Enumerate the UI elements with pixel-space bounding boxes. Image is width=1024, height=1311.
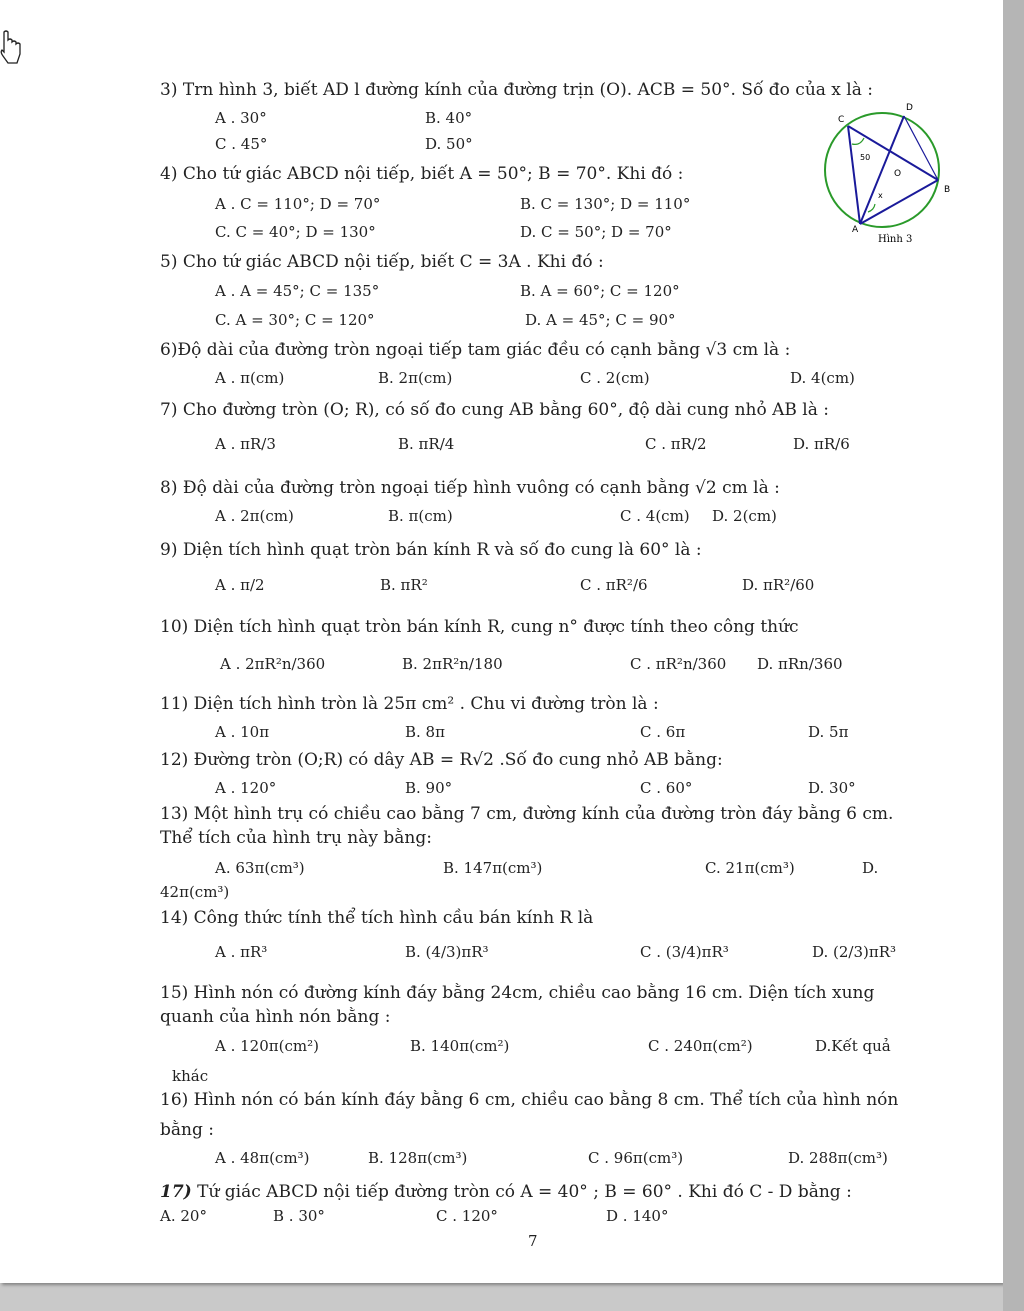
q3-option-b: B. 40°: [425, 109, 473, 127]
page-number: 7: [528, 1232, 538, 1250]
q15-option-d: D.Kết quả: [815, 1037, 891, 1055]
q9-option-c: C . πR²/6: [580, 576, 648, 594]
question-9-stem: 9) Diện tích hình quạt tròn bán kính R và số đo cung là 60° là :: [160, 540, 702, 560]
q6-option-b: B. 2π(cm): [378, 369, 453, 387]
figure-segment-ca: [848, 126, 860, 224]
figure-label-b: B: [944, 185, 951, 195]
q9-option-b: B. πR²: [380, 576, 428, 594]
figure-label-x: x: [878, 191, 883, 200]
q11-option-a: A . 10π: [215, 723, 270, 741]
question-11-stem: 11) Diện tích hình tròn là 25π cm² . Chu vi đường tròn là :: [160, 694, 659, 714]
q15-option-b: B. 140π(cm²): [410, 1037, 510, 1055]
question-10-stem: 10) Diện tích hình quạt tròn bán kính R, cung n° được tính theo công thức: [160, 617, 799, 637]
question-13-stem: 13) Một hình trụ có chiều cao bằng 7 cm, đường kính của đường tròn đáy bằng 6 cm.: [160, 804, 894, 824]
scrollbar-track[interactable]: [1003, 0, 1024, 1311]
question-17-number: 17): [160, 1182, 192, 1202]
q13-option-d-value: 42π(cm³): [160, 883, 230, 901]
q7-option-a: A . πR/3: [215, 435, 276, 453]
figure-label-a: A: [852, 225, 859, 235]
q16-option-c: C . 96π(cm³): [588, 1149, 684, 1167]
q6-option-d: D. 4(cm): [790, 369, 855, 387]
q13-option-c: C. 21π(cm³): [705, 859, 795, 877]
q4-option-b: B. C = 130°; D = 110°: [520, 195, 691, 213]
question-17-stem-line: [160, 1182, 852, 1202]
q10-option-b: B. 2πR²n/180: [402, 655, 503, 673]
q13-option-d: D.: [862, 859, 879, 877]
q12-option-a: A . 120°: [215, 779, 277, 797]
q10-option-d: D. πRn/360: [757, 655, 843, 673]
circle-figure-hinh-3: [820, 100, 960, 250]
question-16-stem: 16) Hình nón có bán kính đáy bằng 6 cm, chiều cao bằng 8 cm. Thể tích của hình nón: [160, 1090, 899, 1110]
q17-option-b: B . 30°: [273, 1207, 325, 1225]
q8-option-b: B. π(cm): [388, 507, 453, 525]
q12-option-b: B. 90°: [405, 779, 453, 797]
figure-label-d: D: [906, 103, 913, 113]
q14-option-a: A . πR³: [215, 943, 268, 961]
q16-option-a: A . 48π(cm³): [215, 1149, 310, 1167]
q7-option-b: B. πR/4: [398, 435, 455, 453]
q17-option-c: C . 120°: [436, 1207, 498, 1225]
q4-option-a: A . C = 110°; D = 70°: [215, 195, 381, 213]
question-3-stem: 3) Trn hình 3, biết AD l đường kính của đường trịn (O). ACB = 50°. Số đo của x là :: [160, 80, 873, 100]
q16-option-b: B. 128π(cm³): [368, 1149, 468, 1167]
figure-caption: Hình 3: [878, 234, 913, 245]
question-14-stem: 14) Công thức tính thể tích hình cầu bán kính R là: [160, 908, 594, 928]
q6-option-a: A . π(cm): [215, 369, 285, 387]
q3-option-a: A . 30°: [215, 109, 267, 127]
q13-option-b: B. 147π(cm³): [443, 859, 543, 877]
q11-option-d: D. 5π: [808, 723, 849, 741]
q3-option-d: D. 50°: [425, 135, 473, 153]
q7-option-d: D. πR/6: [793, 435, 850, 453]
question-16-stem-line-2: bằng :: [160, 1120, 214, 1140]
q7-option-c: C . πR/2: [645, 435, 707, 453]
q11-option-c: C . 6π: [640, 723, 686, 741]
q4-option-c: C. C = 40°; D = 130°: [215, 223, 376, 241]
q9-option-a: A . π/2: [215, 576, 265, 594]
q4-option-d: D. C = 50°; D = 70°: [520, 223, 672, 241]
q17-option-a: A. 20°: [160, 1207, 207, 1225]
q10-option-c: C . πR²n/360: [630, 655, 727, 673]
q12-option-c: C . 60°: [640, 779, 693, 797]
q8-option-a: A . 2π(cm): [215, 507, 294, 525]
q11-option-b: B. 8π: [405, 723, 445, 741]
q5-option-d: D. A = 45°; C = 90°: [525, 311, 676, 329]
figure-label-c: C: [838, 115, 845, 125]
q8-option-d: D. 2(cm): [712, 507, 777, 525]
q9-option-d: D. πR²/60: [742, 576, 815, 594]
figure-label-angle-50: 50: [860, 153, 871, 162]
q5-option-a: A . A = 45°; C = 135°: [215, 282, 380, 300]
question-17-stem: Tứ giác ABCD nội tiếp đường tròn có A = 40° ; B = 60° . Khi đó C - D bằng :: [197, 1182, 852, 1202]
question-5-stem: 5) Cho tứ giác ABCD nội tiếp, biết C = 3A . Khi đó :: [160, 252, 604, 272]
q13-option-a: A. 63π(cm³): [215, 859, 305, 877]
question-13-stem-line-2: Thể tích của hình trụ này bằng:: [160, 828, 432, 848]
question-12-stem: 12) Đường tròn (O;R) có dây AB = R√2 .Số đo cung nhỏ AB bằng:: [160, 750, 723, 770]
question-8-stem: 8) Độ dài của đường tròn ngoại tiếp hình vuông có cạnh bằng √2 cm là :: [160, 478, 780, 498]
question-15-stem: 15) Hình nón có đường kính đáy bằng 24cm, chiều cao bằng 16 cm. Diện tích xung: [160, 983, 875, 1003]
q6-option-c: C . 2(cm): [580, 369, 650, 387]
q14-option-d: D. (2/3)πR³: [812, 943, 897, 961]
question-6-stem: 6)Độ dài của đường tròn ngoại tiếp tam giác đều có cạnh bằng √3 cm là :: [160, 340, 791, 360]
question-4-stem: 4) Cho tứ giác ABCD nội tiếp, biết A = 50°; B = 70°. Khi đó :: [160, 164, 684, 184]
q15-option-a: A . 120π(cm²): [215, 1037, 319, 1055]
figure-segment-ab: [860, 180, 938, 224]
q5-option-b: B. A = 60°; C = 120°: [520, 282, 680, 300]
q14-option-b: B. (4/3)πR³: [405, 943, 489, 961]
q12-option-d: D. 30°: [808, 779, 856, 797]
hand-cursor-icon: [0, 30, 22, 66]
question-7-stem: 7) Cho đường tròn (O; R), có số đo cung AB bằng 60°, độ dài cung nhỏ AB là :: [160, 400, 830, 420]
q3-option-c: C . 45°: [215, 135, 268, 153]
q14-option-c: C . (3/4)πR³: [640, 943, 729, 961]
q17-option-d: D . 140°: [606, 1207, 669, 1225]
q10-option-a: A . 2πR²n/360: [220, 655, 326, 673]
q16-option-d: D. 288π(cm³): [788, 1149, 888, 1167]
q5-option-c: C. A = 30°; C = 120°: [215, 311, 375, 329]
q15-option-c: C . 240π(cm²): [648, 1037, 753, 1055]
q8-option-c: C . 4(cm): [620, 507, 690, 525]
question-15-stem-line-2: quanh của hình nón bằng :: [160, 1007, 391, 1027]
q15-option-d-continued: khác: [172, 1067, 209, 1085]
figure-label-o: O: [894, 169, 902, 179]
